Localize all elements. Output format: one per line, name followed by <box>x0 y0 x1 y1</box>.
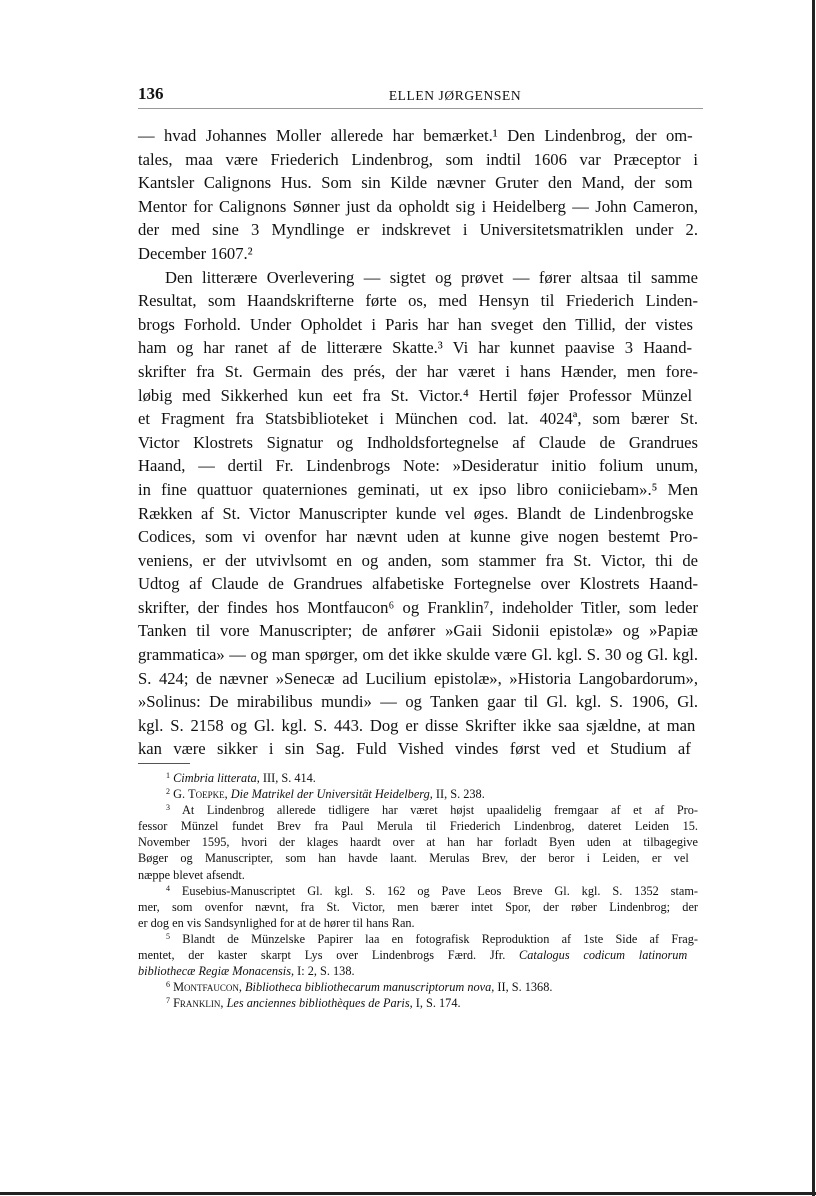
footnote-text: II, S. 238. <box>432 787 485 802</box>
footnote-text: mentet, der kaster skarpt Lys over Lindenbrogs Færd. Jfr. <box>138 948 520 963</box>
text-line: December 1607.² <box>138 243 253 263</box>
text-line: Den litterære Overlevering — sigtet og prøvet — fører altsaa til samme <box>165 267 698 287</box>
text-line: Rækken af St. Victor Manuscripter kunde vel øges. Blandt de Lindenbrogske <box>138 503 694 523</box>
footnote-text: fessor Münzel fundet Brev fra Paul Merula til Friederich Lindenbrog, dateret Leiden 15. <box>138 819 698 834</box>
author-name: Montfaucon <box>173 980 239 995</box>
text-line: ham og har ranet af de litterære Skatte.³ Vi har kunnet paavise 3 Haand- <box>138 338 693 358</box>
text-line: der med sine 3 Myndlinge er indskrevet i Universitetsmatriklen under 2. <box>138 220 698 240</box>
text-line: Tanken til vore Manuscripter; de anfører »Gaii Sidonii epistolæ» og »Papiæ <box>138 621 698 641</box>
text-line: veniens, er der utvivlsomt en og anden, som stammer fra St. Victor, thi de <box>138 550 698 570</box>
footnote-marker: 4 <box>166 883 170 893</box>
text-line: Mentor for Calignons Sønner just da opholdt sig i Heidelberg — John Cameron, <box>138 196 698 216</box>
footnote-text: I, S. 174. <box>412 996 461 1011</box>
footnote-line <box>138 947 698 963</box>
running-title: ELLEN JØRGENSEN <box>388 88 522 103</box>
footnote-marker: 1 <box>166 771 170 780</box>
footnote-text: Bøger og Manuscripter, som han havde laant. Merulas Brev, der beror i Leiden, er vel <box>138 851 689 866</box>
footnote-line <box>138 834 698 850</box>
text-line: Udtog af Claude de Grandrues alfabetiske Fortegnelse over Klostrets Haand- <box>138 574 698 594</box>
footnote-4 <box>138 883 698 931</box>
scan-edge-right <box>812 0 815 1196</box>
footnote-text: , III, S. 414. <box>256 771 316 785</box>
footnote-separator <box>138 763 190 764</box>
text-line: »Solinus: De mirabilibus mundi» — og Tanken gaar til Gl. kgl. S. 1906, Gl. <box>138 692 698 712</box>
footnote-text: er dog en vis Sandsynlighed for at de hører til hans Ran. <box>138 915 415 930</box>
footnote-line <box>138 883 698 899</box>
text-line: Haand, — dertil Fr. Lindenbrogs Note: »Desideratur initio folium unum, <box>138 456 698 476</box>
header-rule <box>138 108 703 109</box>
text-line: S. 424; de nævner »Senecæ ad Lucilium epistolæ», »Historia Langobardorum», <box>138 668 698 688</box>
scan-edge-bottom <box>0 1192 816 1195</box>
footnote-marker: 2 <box>166 787 170 797</box>
footnote-line <box>138 802 698 818</box>
text-line: grammatica» — og man spørger, om det ikke skulde være Gl. kgl. S. 30 og Gl. kgl. <box>138 645 698 665</box>
text-line: kgl. S. 2158 og Gl. kgl. S. 443. Dog er disse Skrifter ikke saa sjældne, at man <box>138 715 696 735</box>
text-line: tales, maa være Friederich Lindenbrog, som indtil 1606 var Præceptor i <box>138 149 698 169</box>
text-line: Victor Klostrets Signatur og Indholdsfortegnelse af Claude de Grandrues <box>138 432 698 452</box>
footnote-text: At Lindenbrog allerede tidligere har været højst upaalidelig fremgaar af et af Pro- <box>181 803 698 818</box>
footnote-2 <box>138 786 698 802</box>
footnote-text: I: 2, S. 138. <box>294 964 355 979</box>
footnote-line <box>138 979 698 995</box>
footnote-line <box>138 899 698 915</box>
italic-title: Cimbria litterata <box>173 771 257 785</box>
text-line: skrifter, der findes hos Montfaucon⁶ og Franklin⁷, indeholder Titler, som leder <box>138 597 698 617</box>
footnote-line <box>138 867 698 883</box>
text-line: Kantsler Calignons Hus. Som sin Kilde nævner Gruter den Mand, der som <box>138 173 693 193</box>
footnote-marker: 3 <box>166 803 170 813</box>
footnote-text: mer, som ovenfor nævnt, fra St. Victor, men bærer intet Spor, der røber Lindenbrog; der <box>138 899 698 914</box>
text-line: brogs Forhold. Under Opholdet i Paris har han sveget den Tillid, der vistes <box>138 314 693 334</box>
footnote-line <box>138 850 698 866</box>
footnote-line <box>138 995 698 1011</box>
text-line: skrifter fra St. Germain des prés, der har været i hans Hænder, men fore- <box>138 361 698 381</box>
italic-title: Die Matrikel der Universität Heidelberg, <box>230 787 433 802</box>
footnote-line <box>138 818 698 834</box>
footnote-line <box>138 963 698 979</box>
text-line: — hvad Johannes Moller allerede har bemærket.¹ Den Lindenbrog, der om- <box>138 126 693 145</box>
footnote-text: November 1595, hvori der klages haardt over at han har forladt Byen uden at tilbagegive <box>138 835 698 850</box>
body-text <box>138 124 698 761</box>
footnote-text: , <box>224 787 231 802</box>
text-line: Codices, som vi ovenfor har nævnt uden at kunne give nogen bestemt Pro- <box>138 527 698 547</box>
italic-title: Les anciennes bibliothèques de Paris, <box>226 996 413 1011</box>
author-name: Franklin <box>173 996 221 1011</box>
footnote-5 <box>138 931 698 979</box>
footnote-text: , <box>220 996 227 1011</box>
footnote-text: G. <box>173 787 189 802</box>
text-line: Resultat, som Haandskrifterne førte os, med Hensyn til Friederich Linden- <box>138 291 698 311</box>
footnote-text: , <box>238 980 246 995</box>
footnote-marker: 7 <box>166 996 170 1006</box>
author-name: Toepke <box>188 787 225 802</box>
italic-title: Catalogus codicum latinorum <box>519 948 688 963</box>
footnote-7 <box>138 995 698 1011</box>
footnotes <box>138 770 698 1011</box>
footnote-line <box>138 770 698 786</box>
footnote-text: Eusebius-Manuscriptet Gl. kgl. S. 162 og Pave Leos Breve Gl. kgl. S. 1352 stam- <box>181 883 698 898</box>
footnote-line <box>138 786 698 802</box>
footnote-3 <box>138 802 698 882</box>
footnote-line <box>138 931 698 947</box>
footnote-text: næppe blevet afsendt. <box>138 867 245 882</box>
footnote-line <box>138 915 698 931</box>
footnote-1 <box>138 770 698 786</box>
paragraph <box>138 124 698 266</box>
text-line: et Fragment fra Statsbiblioteket i München cod. lat. 4024ª, som bærer St. <box>138 409 698 429</box>
text-line: kan være sikker i sin Sag. Fuld Vished vindes først ved et Studium af <box>138 739 691 759</box>
footnote-text: II, S. 1368. <box>494 980 553 995</box>
italic-title: Bibliotheca bibliothecarum manuscriptorum nova, <box>245 980 495 995</box>
footnote-marker: 6 <box>166 980 170 990</box>
footnote-marker: 5 <box>166 931 170 941</box>
footnote-6 <box>138 979 698 995</box>
italic-title: bibliothecæ Regiæ Monacensis, <box>138 964 295 979</box>
page-number: 136 <box>138 84 164 103</box>
paragraph <box>138 266 698 761</box>
text-line: in fine quattuor quaterniones geminati, ut ex ipso libro coniiciebam».⁵ Men <box>138 479 698 499</box>
footnote-text: Blandt de Münzelske Papirer laa en fotografisk Reproduktion af 1ste Side af Frag- <box>182 931 698 946</box>
text-line: løbig med Sikkerhed kun eet fra St. Victor.⁴ Hertil føjer Professor Münzel <box>138 385 693 405</box>
